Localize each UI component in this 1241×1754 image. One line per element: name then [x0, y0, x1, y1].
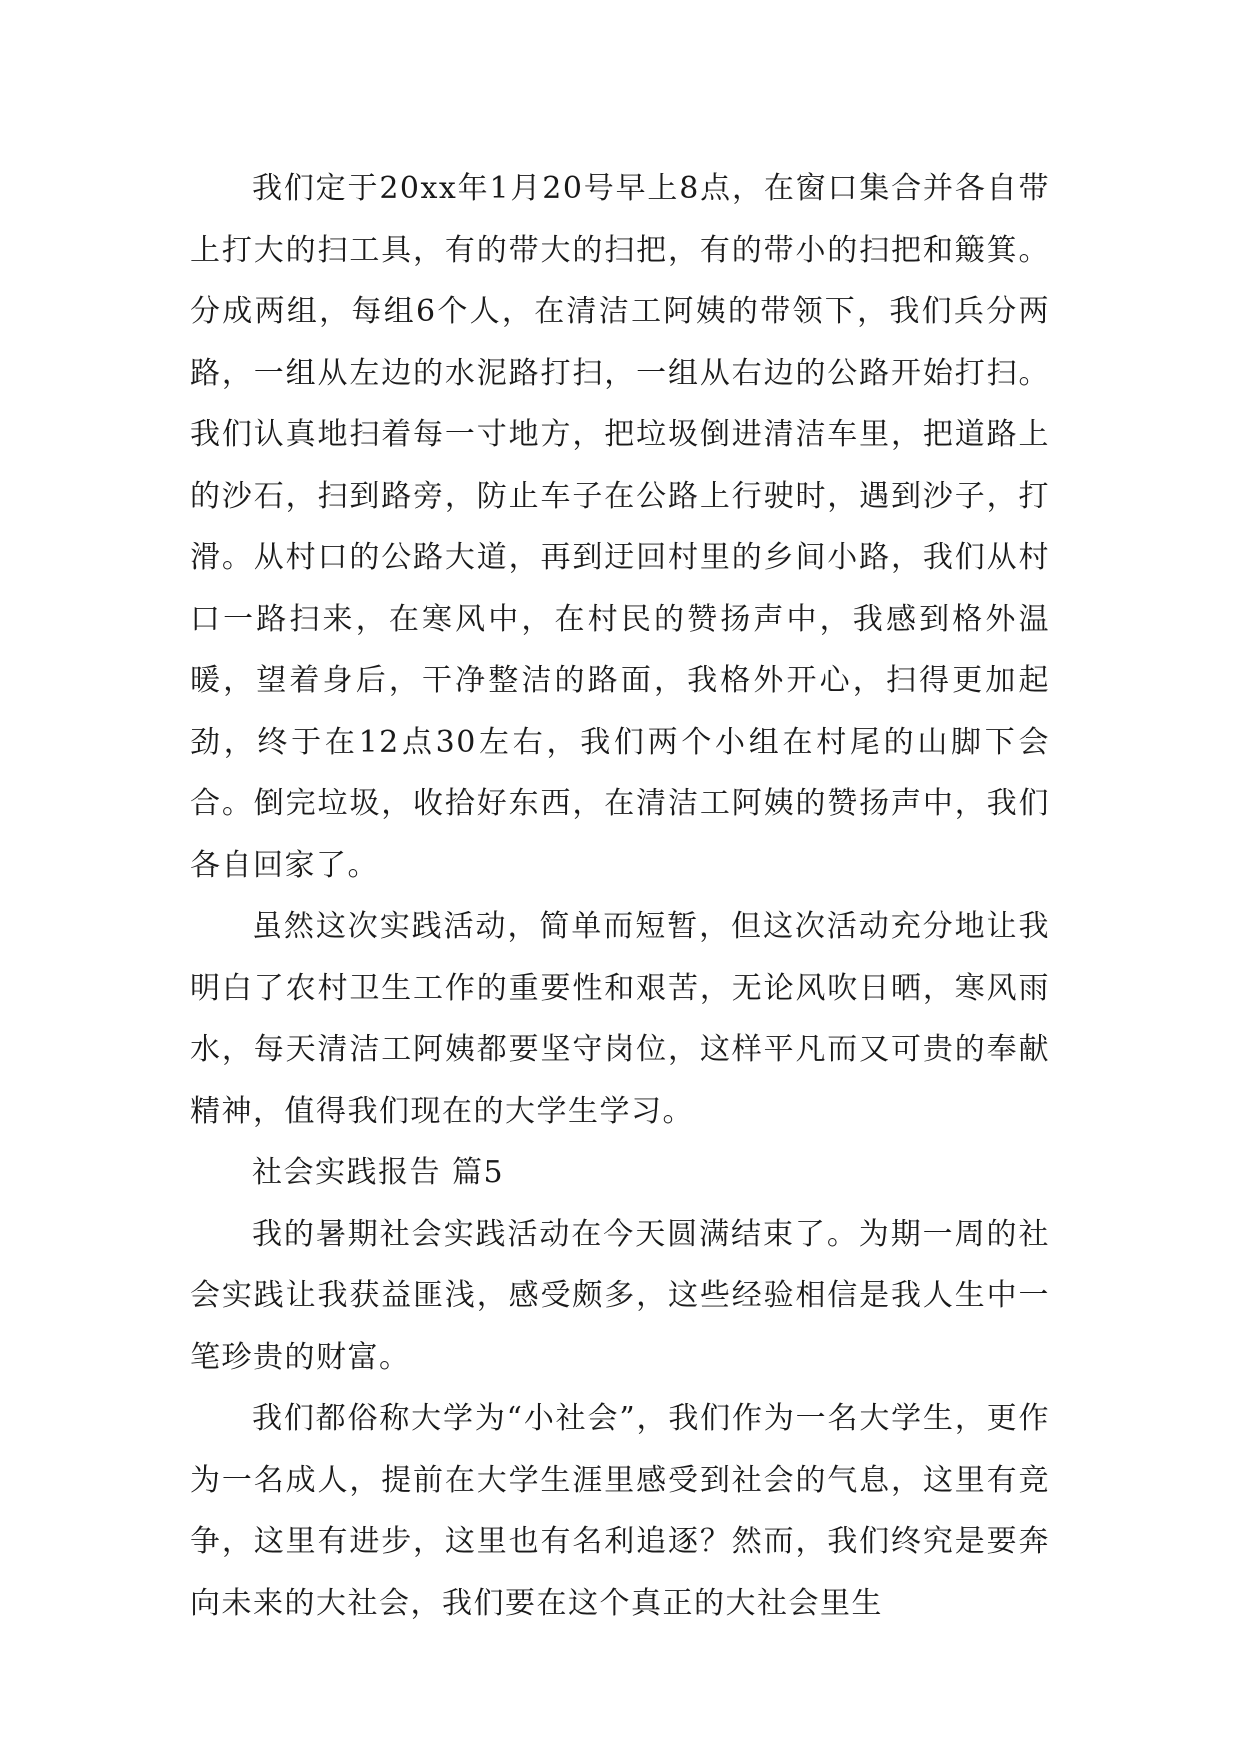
document-body — [190, 158, 1050, 1634]
paragraph-cleanup-activity: 我们定于20xx年1月20号早上8点，在窗口集合并各自带上打大的扫工具，有的带大的扫把，有的带小的扫把和簸箕。分成两组，每组6个人，在清洁工阿姨的带领下，我们兵分两路，一组从左边的水泥路打扫，一组从右边的公路开始打扫。我们认真地扫着每一寸地方，把垃圾倒进清洁车里，把道路上的沙石，扫到路旁，防止车子在公路上行驶时，遇到沙子，打滑。从村口的公路大道，再到迂回村里的乡间小路，我们从村口一路扫来，在寒风中，在村民的赞扬声中，我感到格外温暖，望着身后，干净整洁的路面，我格外开心，扫得更加起劲，终于在12点30左右，我们两个小组在村尾的山脚下会合。倒完垃圾，收拾好东西，在清洁工阿姨的赞扬声中，我们各自回家了。 — [190, 171, 1050, 883]
paragraph-summer-practice: 我的暑期社会实践活动在今天圆满结束了。为期一周的社会实践让我获益匪浅，感受颇多，这些经验相信是我人生中一笔珍贵的财富。 — [190, 1216, 1050, 1375]
section-heading: 社会实践报告 篇5 — [252, 1155, 505, 1190]
paragraph-small-society: 我们都俗称大学为“小社会”，我们作为一名大学生，更作为一名成人，提前在大学生涯里感受到社会的气息，这里有竞争，这里有进步，这里也有名利追逐？然而，我们终究是要奔向未来的大社会，我们要在这个真正的大社会里生 — [190, 1401, 1050, 1621]
paragraph-reflection: 虽然这次实践活动，简单而短暂，但这次活动充分地让我明白了农村卫生工作的重要性和艰苦，无论风吹日晒，寒风雨水，每天清洁工阿姨都要坚守岗位，这样平凡而又可贵的奉献精神，值得我们现在的大学生学习。 — [190, 909, 1050, 1129]
